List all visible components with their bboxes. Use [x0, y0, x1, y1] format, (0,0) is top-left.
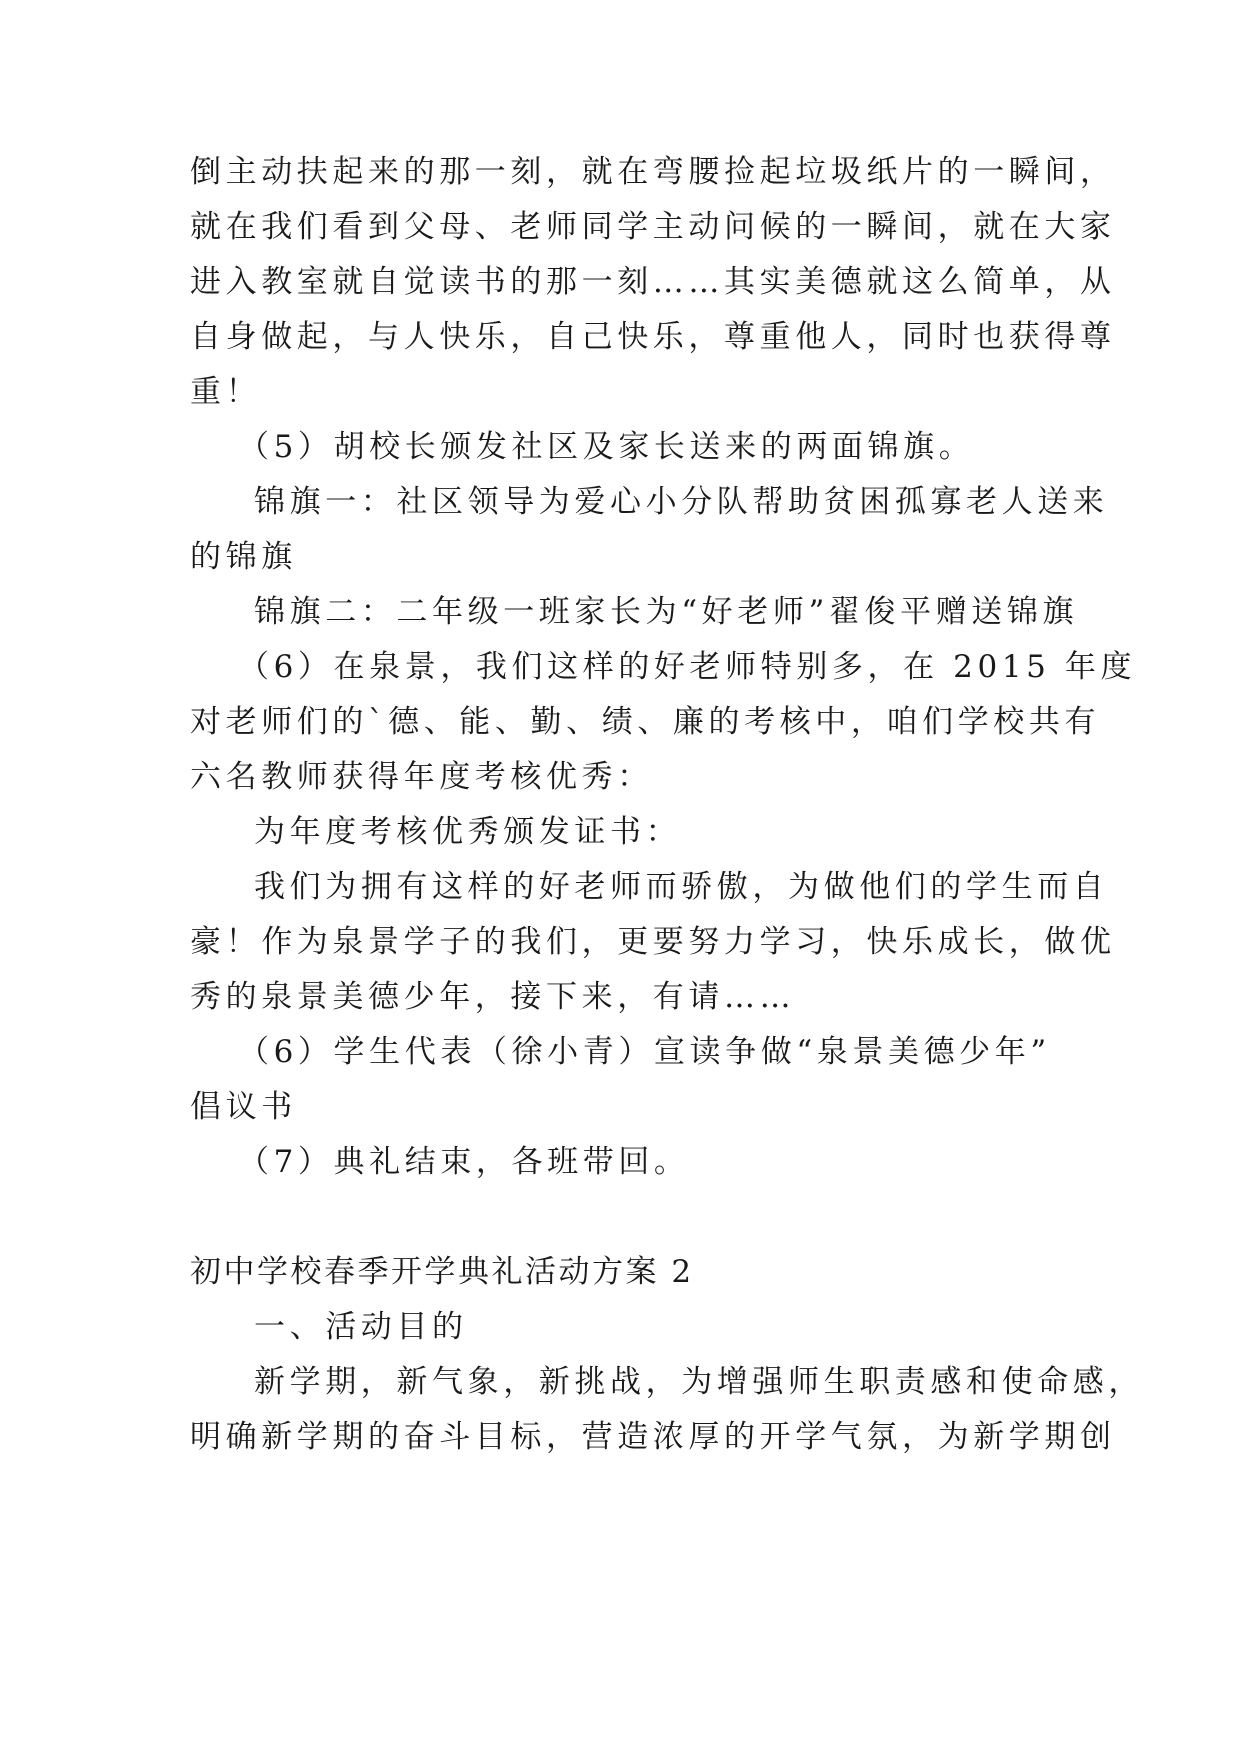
paragraph-line: 重！ [190, 374, 262, 410]
paragraph-line: 就在我们看到父母、老师同学主动问候的一瞬间，就在大家 [190, 209, 1116, 245]
paragraph-line: 对老师们的`德、能、勤、绩、廉的考核中，咱们学校共有 [190, 704, 1101, 740]
paragraph-line: 的锦旗 [190, 539, 297, 575]
paragraph-line: （7）典礼结束，各班带回。 [238, 1144, 690, 1180]
paragraph-line: 为年度考核优秀颁发证书： [254, 814, 682, 850]
paragraph-line: 秀的泉景美德少年，接下来，有请…… [190, 979, 796, 1015]
paragraph-line: 豪！作为泉景学子的我们，更要努力学习，快乐成长，做优 [190, 924, 1116, 960]
paragraph-line: 自身做起，与人快乐，自己快乐，尊重他人，同时也获得尊 [190, 319, 1116, 355]
paragraph-line: 倡议书 [190, 1089, 297, 1125]
paragraph-line: 锦旗一：社区领导为爱心小分队帮助贫困孤寡老人送来 [254, 484, 1109, 520]
paragraph-line: （5）胡校长颁发社区及家长送来的两面锦旗。 [238, 429, 975, 465]
section-subheading: 一、活动目的 [254, 1309, 468, 1345]
paragraph-line: 我们为拥有这样的好老师而骄傲，为做他们的学生而自 [254, 869, 1109, 905]
paragraph-line: （6）学生代表（徐小青）宣读争做“泉景美德少年” [238, 1034, 1051, 1070]
section-heading: 初中学校春季开学典礼活动方案 2 [190, 1254, 694, 1290]
paragraph-line: （6）在泉景，我们这样的好老师特别多，在 2015 年度 [238, 649, 1137, 685]
paragraph-line: 锦旗二：二年级一班家长为“好老师”翟俊平赠送锦旗 [254, 594, 1079, 630]
paragraph-line: 倒主动扶起来的那一刻，就在弯腰捡起垃圾纸片的一瞬间， [190, 154, 1116, 190]
paragraph-line: 六名教师获得年度考核优秀： [190, 759, 653, 795]
paragraph-line: 进入教室就自觉读书的那一刻……其实美德就这么简单，从 [190, 264, 1116, 300]
paragraph-line: 新学期，新气象，新挑战，为增强师生职责感和使命感， [254, 1364, 1144, 1400]
paragraph-line: 明确新学期的奋斗目标，营造浓厚的开学气氛，为新学期创 [190, 1419, 1116, 1455]
